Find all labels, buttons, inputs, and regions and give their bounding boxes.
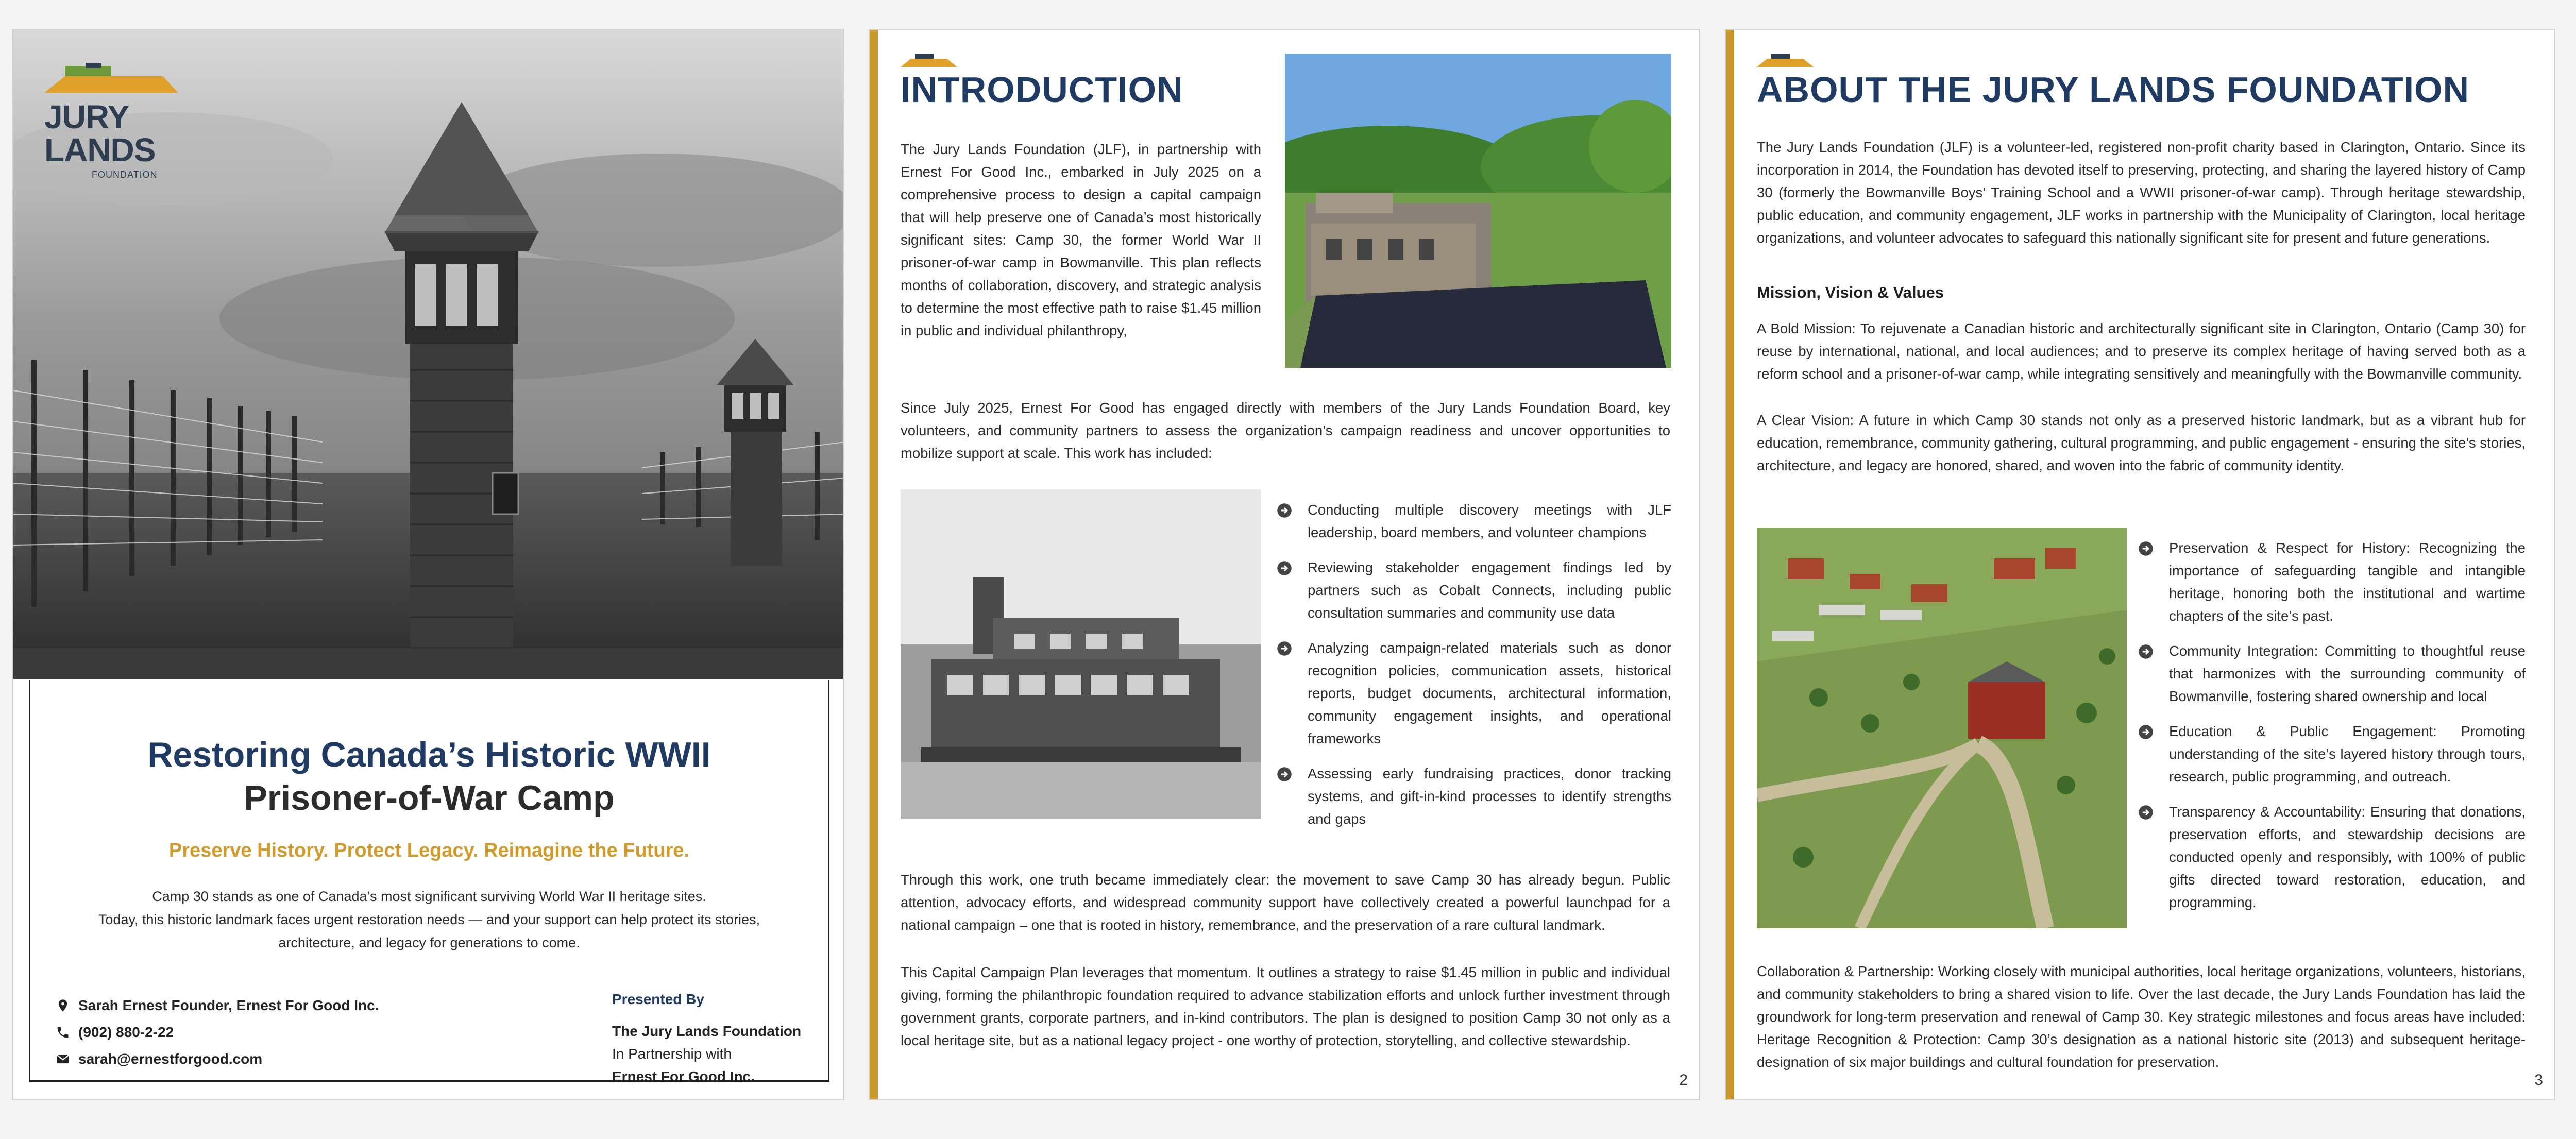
logo-title: JURY LANDS xyxy=(44,98,156,168)
partner-name: Ernest For Good Inc. xyxy=(612,1068,755,1084)
list-item xyxy=(1277,499,1671,544)
phone-icon xyxy=(56,1025,70,1040)
list-item xyxy=(2138,720,2526,788)
page-number: 3 xyxy=(2534,1072,2543,1089)
intro-bullet-list xyxy=(1277,499,1671,830)
page-number: 2 xyxy=(1679,1072,1688,1089)
cover-body-line: Today, this historic landmark faces urgent restoration needs — and your support can help protect its stories, xyxy=(98,912,760,927)
about-page xyxy=(1725,29,2555,1100)
bullet-text: Conducting multiple discovery meetings with JLF leadership, board members, and volunteer champions xyxy=(1308,502,1671,540)
arrow-circle-icon xyxy=(1277,767,1292,782)
bullet-text: Education & Public Engagement: Promoting understanding of the site’s layered history through tours, research, public programming, and outreach. xyxy=(2169,723,2526,785)
gold-side-bar xyxy=(870,30,878,1099)
bullet-text: Analyzing campaign-related materials such as donor recognition policies, communication assets, historical reports, budget documents, architectural information, community engagement insights, and operational frameworks xyxy=(1308,640,1671,746)
mvv-heading: Mission, Vision & Values xyxy=(1757,283,1944,301)
bullet-text: Preservation & Respect for History: Recognizing the importance of safeguarding tangible and intangible heritage, honoring both the institutional and wartime chapters of the site’s past. xyxy=(2169,540,2526,624)
list-item xyxy=(1277,762,1671,830)
list-item xyxy=(2138,537,2526,627)
logo-mark-icon xyxy=(44,61,178,95)
arrow-circle-icon xyxy=(2138,724,2154,740)
list-item xyxy=(1277,637,1671,750)
list-item xyxy=(1277,556,1671,624)
bullet-text: Assessing early fundraising practices, donor tracking systems, and gift-in-kind processes to identify strengths and gaps xyxy=(1308,766,1671,827)
aerial-camp-photo xyxy=(1757,528,2127,928)
bullet-text: Transparency & Accountability: Ensuring that donations, preservation efforts, and stewardship decisions are conducted openly and responsibly, with 100% of public gifts directed toward restoration, education, and programming. xyxy=(2169,804,2526,910)
presenter-name: The Jury Lands Foundation xyxy=(612,1023,802,1039)
collaboration-paragraph: Collaboration & Partnership: Working closely with municipal authorities, local heritage organizations, volunteers, historians, and community stakeholders to bring a shared vision to life. Over the last decade, the Jury Lands Foundation has laid the groundwork for long-term preservation and renewal of Camp 30. Key strategic milestones and focus areas have included: Heritage Recognition & Protection: Camp 30’s designation as a national historic site (2013) and subsequent heritage-designation of six major buildings and cultural foundation for preservation. xyxy=(1757,963,2526,1070)
capital-paragraph: This Capital Campaign Plan leverages that momentum. It outlines a strategy to raise $1.45 million in public and individual giving, forming the philanthropic foundation required to advance stabilization efforts and unlock further investment through government grants, corporate partners, and in-kind contributors. The plan is designed to position Camp 30 not only as a local heritage site, but as a national legacy project - one worthy of protection, storytelling, and collective stewardship. xyxy=(901,964,1670,1048)
contact-phone xyxy=(56,1024,174,1041)
mission-paragraph: A Bold Mission: To rejuvenate a Canadian historic and architecturally significant site in Clarington, Ontario (Camp 30) for reuse by international, national, and local audiences; and to preserve its complex heritage of having served both as a reform school and a prisoner-of-war camp, while integrating sensitively and meaningfully with the Bowmanville community. xyxy=(1757,320,2526,382)
historic-building-photo xyxy=(901,489,1261,819)
list-item xyxy=(2138,640,2526,708)
arrow-circle-icon xyxy=(2138,541,2154,556)
contact-name-text: Sarah Ernest Founder, Ernest For Good Inc. xyxy=(78,997,379,1013)
envelope-icon xyxy=(56,1052,70,1066)
introduction-page xyxy=(869,29,1700,1100)
contact-name xyxy=(56,997,379,1014)
partnership-label: In Partnership with xyxy=(612,1046,732,1062)
arrow-circle-icon xyxy=(2138,644,2154,659)
about-heading: ABOUT THE JURY LANDS FOUNDATION xyxy=(1757,70,2470,110)
gold-side-bar xyxy=(1726,30,1734,1099)
contact-email xyxy=(56,1051,262,1067)
arrow-circle-icon xyxy=(1277,641,1292,656)
mini-logo-icon xyxy=(901,53,957,68)
map-pin-icon xyxy=(56,998,70,1013)
bullet-text: Community Integration: Committing to thoughtful reuse that harmonizes with the surrounding community of Bowmanville, fostering shared ownership and local xyxy=(2169,643,2526,704)
cover-title-line1: Restoring Canada’s Historic WWII xyxy=(147,735,711,774)
values-bullet-list xyxy=(2138,537,2526,914)
cover-tagline: Preserve History. Protect Legacy. Reimagine the Future. xyxy=(168,840,690,861)
introduction-heading: INTRODUCTION xyxy=(901,70,1183,110)
jury-lands-logo xyxy=(44,61,240,180)
presented-by-label: Presented By xyxy=(612,991,704,1007)
vision-paragraph: A Clear Vision: A future in which Camp 30 stands not only as a preserved historic landmark, but as a vibrant hub for education, remembrance, community gathering, cultural programming, and public engagement - ensuring the site’s stories, architecture, and legacy are honored, shared, and woven into the fabric of community identity. xyxy=(1757,412,2526,473)
about-paragraph: The Jury Lands Foundation (JLF) is a volunteer-led, registered non-profit charity based in Clarington, Ontario. Since its incorporation in 2014, the Foundation has devoted itself to preserving, protecting, and sharing the layered history of Camp 30 (formerly the Bowmanville Boys’ Training School and a WWII prisoner-of-war camp). Through heritage stewardship, public education, and community engagement, JLF works in partnership with the Municipality of Clarington, local heritage organizations, and volunteer advocates to safeguard this nationally significant site for present and future generations. xyxy=(1757,139,2526,246)
list-item xyxy=(2138,801,2526,914)
through-paragraph: Through this work, one truth became immediately clear: the movement to save Camp 30 has already begun. Public attention, advocacy efforts, and widespread community support have collectively created a powerful launchpad for a national campaign – one that is rooted in history, remembrance, and the preservation of a rare cultural landmark. xyxy=(901,872,1670,933)
cover-body-line: architecture, and legacy for generations to come. xyxy=(278,935,580,950)
cover-body-line: Camp 30 stands as one of Canada’s most significant surviving World War II heritage sites. xyxy=(152,889,706,904)
arrow-circle-icon xyxy=(1277,560,1292,576)
bullet-text: Reviewing stakeholder engagement findings led by partners such as Cobalt Connects, including public consultation summaries and community use data xyxy=(1308,559,1671,621)
arrow-circle-icon xyxy=(1277,503,1292,518)
cover-body xyxy=(55,885,804,955)
contact-email-text[interactable]: sarah@ernestforgood.com xyxy=(78,1051,263,1067)
intro-paragraph: The Jury Lands Foundation (JLF), in partnership with Ernest For Good Inc., embarked in July 2025 on a comprehensive process to design a capital campaign that will help preserve one of Canada’s most historically significant sites: Camp 30, the former World War II prisoner-of-war camp in Bowmanville. This plan reflects months of collaboration, discovery, and strategic analysis to determine the most effective path to raise $1.45 million in public and individual philanthropy, xyxy=(901,141,1261,338)
cover-title-line2: Prisoner-of-War Camp xyxy=(244,778,615,818)
since-paragraph: Since July 2025, Ernest For Good has engaged directly with members of the Jury Lands Foundation Board, key volunteers, and community partners to assess the organization’s campaign readiness and uncover opportunities to mobilize support at scale. This work has included: xyxy=(901,400,1670,461)
arrow-circle-icon xyxy=(2138,805,2154,820)
cover-page xyxy=(12,29,844,1100)
mini-logo-icon xyxy=(1757,53,1814,68)
logo-subtitle: FOUNDATION xyxy=(92,169,158,180)
contact-phone-text[interactable]: (902) 880-2-22 xyxy=(78,1024,174,1040)
camp-ruins-photo xyxy=(1285,54,1671,368)
